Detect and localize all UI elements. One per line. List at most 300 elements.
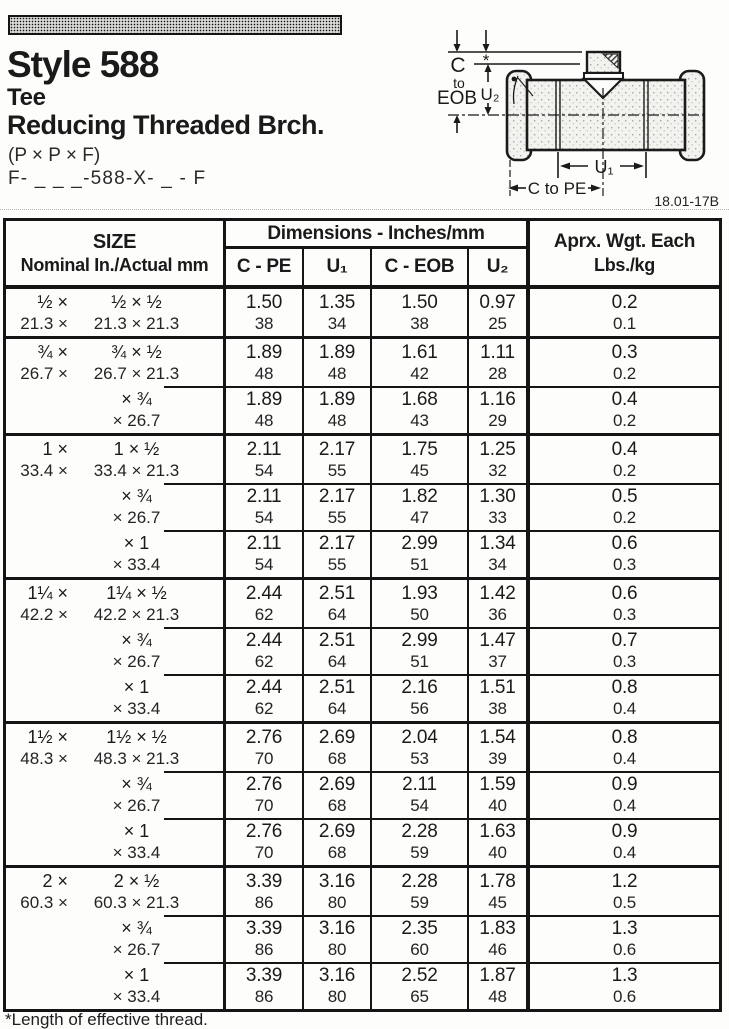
c-eob-mm: 38 (410, 314, 429, 333)
size-nominal-line (6, 964, 223, 987)
size-actual-run (6, 652, 68, 672)
u1-inches: 3.16 (318, 918, 356, 939)
c-eob-inches: 2.16 (401, 677, 438, 698)
size-nominal-run (6, 820, 68, 843)
u2-cell (469, 915, 530, 962)
weight-kg: 0.3 (612, 605, 637, 624)
c-eob-cell (372, 627, 469, 674)
u1-mm: 55 (327, 508, 347, 527)
size-actual-run (6, 411, 68, 431)
u2-mm: 33 (488, 508, 507, 527)
u1-mm: 80 (327, 987, 347, 1006)
size-nominal-run (6, 388, 68, 411)
c-eob-mm: 54 (410, 796, 429, 815)
size-actual-run: 33.4 × (20, 461, 68, 480)
c-pe-mm: 48 (254, 411, 274, 430)
size-nominal-run (6, 917, 68, 940)
u1-inches: 3.16 (318, 965, 356, 986)
size-actual-branch: × 33.4 (112, 843, 161, 862)
u2-mm: 40 (488, 796, 507, 815)
weight-kg: 0.2 (612, 364, 637, 383)
size-nominal-branch: ½ × ½ (111, 292, 162, 312)
c-pe-inches: 1.50 (245, 292, 283, 313)
size-actual-run (6, 508, 68, 528)
weight-lbs: 0.8 (611, 727, 638, 748)
u2-inches: 1.47 (479, 630, 516, 651)
size-nominal-run: 1¼ × (27, 583, 68, 603)
c-eob-cell (372, 868, 469, 915)
weight-cell (530, 915, 719, 962)
c-pe-cell (226, 818, 304, 865)
c-eob-mm: 53 (410, 749, 429, 768)
c-eob-inches: 1.68 (401, 389, 438, 410)
size-nominal-branch: 1 × ½ (113, 439, 160, 459)
u2-mm: 37 (488, 652, 507, 671)
size-nominal-run (6, 629, 68, 652)
u2-cell (469, 386, 530, 433)
c-pe-mm: 86 (254, 893, 274, 912)
size-actual-line (6, 652, 223, 672)
table-header (6, 221, 719, 289)
c-eob-mm: 56 (410, 699, 429, 718)
weight-cell (530, 627, 719, 674)
size-cell (6, 627, 226, 674)
u1-inches: 2.69 (318, 727, 356, 748)
size-header-label: SIZE (92, 231, 137, 253)
weight-lbs: 0.3 (611, 342, 638, 363)
u1-mm: 64 (327, 605, 347, 624)
u1-inches: 2.69 (318, 821, 356, 842)
size-actual-line (6, 555, 223, 575)
size-nominal-branch: × ¾ (121, 918, 152, 938)
c-pe-cell (226, 627, 304, 674)
u2-inches: 1.30 (479, 486, 516, 507)
size-nominal-branch: × ¾ (121, 389, 152, 409)
c-pe-mm: 54 (254, 508, 274, 527)
size-actual-branch: 60.3 × 21.3 (93, 893, 180, 912)
weight-cell (530, 724, 719, 771)
u2-cell (469, 530, 530, 577)
size-cell (6, 339, 226, 386)
u2-inches: 1.78 (479, 871, 516, 892)
table-row (6, 336, 719, 386)
u2-cell (469, 818, 530, 865)
size-nominal-line (6, 532, 223, 555)
size-cell (6, 771, 226, 818)
product-subtitle: Reducing Threaded Brch. (7, 110, 325, 140)
size-nominal-run (6, 773, 68, 796)
table-row (6, 386, 719, 433)
table-row (6, 962, 719, 1009)
c-eob-mm: 59 (410, 843, 429, 862)
u2-cell (469, 627, 530, 674)
size-nominal-run (6, 676, 68, 699)
weight-column-header (530, 221, 719, 285)
table-row (6, 627, 719, 674)
c-pe-cell (226, 915, 304, 962)
size-nominal-line (6, 291, 223, 314)
c-eob-inches: 2.99 (401, 533, 438, 554)
table-row (6, 674, 719, 721)
size-actual-run (6, 843, 68, 863)
weight-lbs: 1.2 (611, 871, 638, 892)
c-pe-inches: 2.11 (246, 439, 282, 460)
u1-mm: 64 (327, 652, 347, 671)
size-actual-run (6, 699, 68, 719)
weight-cell (530, 868, 719, 915)
size-actual-line (6, 411, 223, 431)
size-actual-run: 26.7 × (20, 364, 68, 383)
u2-inches: 1.11 (480, 342, 515, 363)
c-eob-inches: 2.04 (401, 727, 438, 748)
weight-lbs: 0.8 (611, 677, 638, 698)
size-cell (6, 530, 226, 577)
order-code: F- _ _ _-588-X- _ - F (8, 168, 207, 189)
u2-mm: 36 (488, 605, 507, 624)
u1-inches: 2.51 (318, 677, 356, 698)
u2-inches: 1.51 (479, 677, 516, 698)
c-pe-cell (226, 962, 304, 1009)
c-eob-mm: 60 (410, 940, 429, 959)
u1-mm: 55 (327, 555, 347, 574)
size-cell (6, 962, 226, 1009)
weight-lbs: 0.4 (611, 439, 638, 460)
c-eob-inches: 2.99 (401, 630, 438, 651)
u1-inches: 2.51 (318, 630, 356, 651)
size-actual-branch: 42.2 × 21.3 (93, 605, 180, 624)
size-actual-run: 42.2 × (20, 605, 68, 624)
c-pe-cell (226, 868, 304, 915)
size-nominal-run: ¾ × (37, 342, 68, 362)
size-actual-run: 21.3 × (20, 314, 68, 333)
asterisk-mark: * (482, 51, 490, 70)
size-actual-line (6, 508, 223, 528)
c-eob-mm: 43 (410, 411, 429, 430)
u2-mm: 29 (488, 411, 507, 430)
c-eob-inches: 2.28 (401, 821, 438, 842)
size-cell (6, 724, 226, 771)
weight-lbs: 0.7 (611, 630, 638, 651)
u2-cell (469, 674, 530, 721)
size-actual-branch: × 26.7 (112, 411, 161, 430)
size-nominal-run (6, 964, 68, 987)
end-configuration: (P × P × F) (8, 145, 101, 166)
c-pe-cell (226, 580, 304, 627)
dim-label-eob: EOB (436, 88, 478, 109)
weight-lbs: 1.3 (611, 965, 638, 986)
c-eob-inches: 1.82 (401, 486, 438, 507)
size-actual-run (6, 987, 68, 1007)
size-actual-branch: × 26.7 (112, 652, 161, 671)
u2-mm: 32 (488, 461, 507, 480)
size-actual-branch: 21.3 × 21.3 (93, 314, 180, 333)
size-nominal-line (6, 582, 223, 605)
weight-kg: 0.4 (612, 796, 637, 815)
u2-cell (469, 962, 530, 1009)
c-eob-mm: 50 (410, 605, 429, 624)
c-eob-inches: 1.93 (401, 583, 438, 604)
u2-cell (469, 868, 530, 915)
u1-mm: 48 (327, 411, 347, 430)
u1-inches: 2.17 (318, 486, 356, 507)
table-row (6, 721, 719, 771)
size-actual-line (6, 796, 223, 816)
dimensions-table (3, 218, 722, 1012)
weight-cell (530, 386, 719, 433)
size-actual-line (6, 987, 223, 1007)
size-column-header (6, 221, 226, 285)
size-subheader-label: Nominal In./Actual mm (20, 255, 209, 275)
c-pe-cell (226, 289, 304, 336)
weight-cell (530, 962, 719, 1009)
u2-inches: 1.59 (479, 774, 516, 795)
u1-inches: 2.51 (318, 583, 356, 604)
size-actual-line (6, 605, 223, 625)
size-actual-branch: 33.4 × 21.3 (93, 461, 180, 480)
weight-kg: 0.2 (612, 461, 637, 480)
size-actual-line (6, 314, 223, 334)
size-nominal-line (6, 773, 223, 796)
weight-cell (530, 483, 719, 530)
u1-mm: 55 (327, 461, 347, 480)
c-pe-mm: 70 (254, 749, 274, 768)
u2-inches: 1.54 (479, 727, 516, 748)
weight-kg: 0.3 (612, 555, 637, 574)
u2-cell (469, 436, 530, 483)
weight-cell (530, 580, 719, 627)
u1-cell (304, 436, 372, 483)
size-actual-run (6, 940, 68, 960)
weight-cell (530, 771, 719, 818)
weight-kg: 0.1 (612, 314, 637, 333)
u2-mm: 28 (488, 364, 507, 383)
u1-inches: 1.89 (318, 342, 356, 363)
u2-inches: 1.63 (479, 821, 516, 842)
page-title: Style 588 (7, 44, 159, 85)
c-pe-mm: 54 (254, 555, 274, 574)
c-pe-cell (226, 436, 304, 483)
c-eob-cell (372, 339, 469, 386)
size-actual-run: 60.3 × (20, 893, 68, 912)
c-eob-mm: 65 (410, 987, 429, 1006)
table-row (6, 865, 719, 915)
u2-inches: 1.87 (479, 965, 516, 986)
c-eob-mm: 51 (410, 652, 429, 671)
size-nominal-line (6, 820, 223, 843)
table-row (6, 818, 719, 865)
u1-cell (304, 339, 372, 386)
c-eob-cell (372, 674, 469, 721)
c-pe-inches: 2.44 (245, 583, 283, 604)
size-actual-line (6, 749, 223, 769)
c-eob-cell (372, 962, 469, 1009)
u2-cell (469, 483, 530, 530)
size-nominal-branch: 2 × ½ (113, 871, 160, 891)
u2-cell (469, 339, 530, 386)
column-header-c-pe: C - PE (226, 249, 304, 285)
u1-cell (304, 962, 372, 1009)
u1-cell (304, 674, 372, 721)
c-eob-inches: 2.11 (402, 774, 437, 795)
size-actual-branch: × 26.7 (112, 796, 161, 815)
u2-inches: 1.16 (479, 389, 516, 410)
c-pe-inches: 2.76 (245, 774, 283, 795)
weight-kg: 0.4 (612, 749, 637, 768)
c-pe-cell (226, 674, 304, 721)
u1-cell (304, 818, 372, 865)
c-eob-mm: 47 (410, 508, 429, 527)
u2-mm: 40 (488, 843, 507, 862)
size-nominal-run (6, 485, 68, 508)
c-eob-cell (372, 580, 469, 627)
weight-cell (530, 818, 719, 865)
c-pe-cell (226, 771, 304, 818)
size-nominal-line (6, 676, 223, 699)
u1-mm: 68 (327, 843, 347, 862)
size-nominal-line (6, 438, 223, 461)
size-cell (6, 818, 226, 865)
weight-subheader-label: Lbs./kg (594, 255, 655, 275)
c-eob-mm: 59 (410, 893, 429, 912)
size-actual-line (6, 699, 223, 719)
size-nominal-run: 1½ × (27, 727, 68, 747)
size-actual-line (6, 893, 223, 913)
size-actual-branch: 48.3 × 21.3 (93, 749, 180, 768)
c-eob-mm: 45 (410, 461, 429, 480)
dim-label-u2: U₂ (480, 85, 500, 104)
figure-reference: 18.01-17B (654, 193, 719, 209)
weight-header-label: Aprx. Wgt. Each (553, 231, 696, 252)
size-cell (6, 915, 226, 962)
c-pe-inches: 3.39 (245, 871, 283, 892)
c-pe-mm: 54 (254, 461, 274, 480)
c-pe-inches: 2.11 (246, 533, 282, 554)
u2-cell (469, 771, 530, 818)
c-eob-inches: 2.52 (401, 965, 438, 986)
u1-inches: 3.16 (318, 871, 356, 892)
c-pe-inches: 1.89 (245, 342, 283, 363)
c-pe-cell (226, 530, 304, 577)
u1-mm: 68 (327, 749, 347, 768)
table-row (6, 289, 719, 336)
u1-cell (304, 724, 372, 771)
u1-inches: 2.69 (318, 774, 356, 795)
weight-kg: 0.6 (612, 987, 637, 1006)
c-eob-inches: 1.75 (401, 439, 438, 460)
u2-mm: 48 (488, 987, 507, 1006)
c-eob-cell (372, 386, 469, 433)
c-eob-mm: 51 (410, 555, 429, 574)
c-pe-inches: 3.39 (245, 918, 283, 939)
c-eob-cell (372, 436, 469, 483)
c-eob-cell (372, 771, 469, 818)
c-pe-mm: 48 (254, 364, 274, 383)
footnote: *Length of effective thread. (5, 1010, 208, 1029)
size-nominal-branch: × 1 (123, 677, 150, 697)
weight-lbs: 1.3 (611, 918, 638, 939)
size-nominal-line (6, 629, 223, 652)
u2-mm: 45 (488, 893, 507, 912)
weight-cell (530, 436, 719, 483)
size-cell (6, 868, 226, 915)
size-nominal-branch: 1½ × ½ (106, 727, 167, 747)
column-header-c-eob: C - EOB (372, 249, 469, 285)
size-nominal-run (6, 532, 68, 555)
weight-cell (530, 289, 719, 336)
c-pe-cell (226, 483, 304, 530)
u2-inches: 1.83 (479, 918, 516, 939)
size-nominal-branch: × ¾ (121, 774, 152, 794)
size-actual-branch: × 26.7 (112, 508, 161, 527)
size-actual-branch: × 33.4 (112, 699, 161, 718)
size-nominal-branch: × ¾ (121, 486, 152, 506)
weight-cell (530, 339, 719, 386)
weight-kg: 0.2 (612, 411, 637, 430)
u1-cell (304, 627, 372, 674)
size-actual-run: 48.3 × (20, 749, 68, 768)
u1-cell (304, 771, 372, 818)
c-pe-inches: 2.11 (246, 486, 282, 507)
weight-cell (530, 674, 719, 721)
c-pe-cell (226, 386, 304, 433)
c-eob-cell (372, 724, 469, 771)
size-nominal-run: ½ × (37, 292, 68, 312)
u1-cell (304, 580, 372, 627)
u1-mm: 80 (327, 940, 347, 959)
c-pe-mm: 62 (254, 699, 274, 718)
decorative-halftone-bar (8, 15, 342, 35)
c-eob-cell (372, 483, 469, 530)
table-row (6, 433, 719, 483)
size-cell (6, 674, 226, 721)
u1-inches: 2.17 (318, 439, 356, 460)
u1-mm: 80 (327, 893, 347, 912)
c-eob-inches: 2.28 (401, 871, 438, 892)
u2-mm: 38 (488, 699, 507, 718)
weight-kg: 0.3 (612, 652, 637, 671)
weight-lbs: 0.5 (611, 486, 638, 507)
c-eob-cell (372, 289, 469, 336)
size-actual-line (6, 940, 223, 960)
c-pe-inches: 3.39 (245, 965, 283, 986)
c-eob-inches: 1.61 (401, 342, 438, 363)
column-header-u2: U₂ (469, 249, 530, 285)
c-eob-inches: 1.50 (401, 292, 438, 313)
dim-label-c-to-pe: C to PE (527, 179, 587, 198)
size-nominal-line (6, 917, 223, 940)
c-pe-mm: 86 (254, 987, 274, 1006)
u2-mm: 39 (488, 749, 507, 768)
weight-kg: 0.5 (612, 893, 637, 912)
u1-mm: 48 (327, 364, 347, 383)
u2-mm: 46 (488, 940, 507, 959)
size-nominal-run: 1 × (42, 439, 68, 459)
size-cell (6, 580, 226, 627)
size-actual-branch: 26.7 × 21.3 (93, 364, 180, 383)
u1-cell (304, 386, 372, 433)
c-pe-mm: 62 (254, 652, 274, 671)
u1-cell (304, 915, 372, 962)
c-pe-inches: 2.44 (245, 630, 283, 651)
table-row (6, 483, 719, 530)
table-row (6, 915, 719, 962)
size-nominal-line (6, 485, 223, 508)
u1-inches: 1.89 (318, 389, 356, 410)
dim-label-to: to (453, 75, 465, 91)
size-actual-branch: × 33.4 (112, 555, 161, 574)
c-eob-cell (372, 530, 469, 577)
size-nominal-branch: × ¾ (121, 630, 152, 650)
